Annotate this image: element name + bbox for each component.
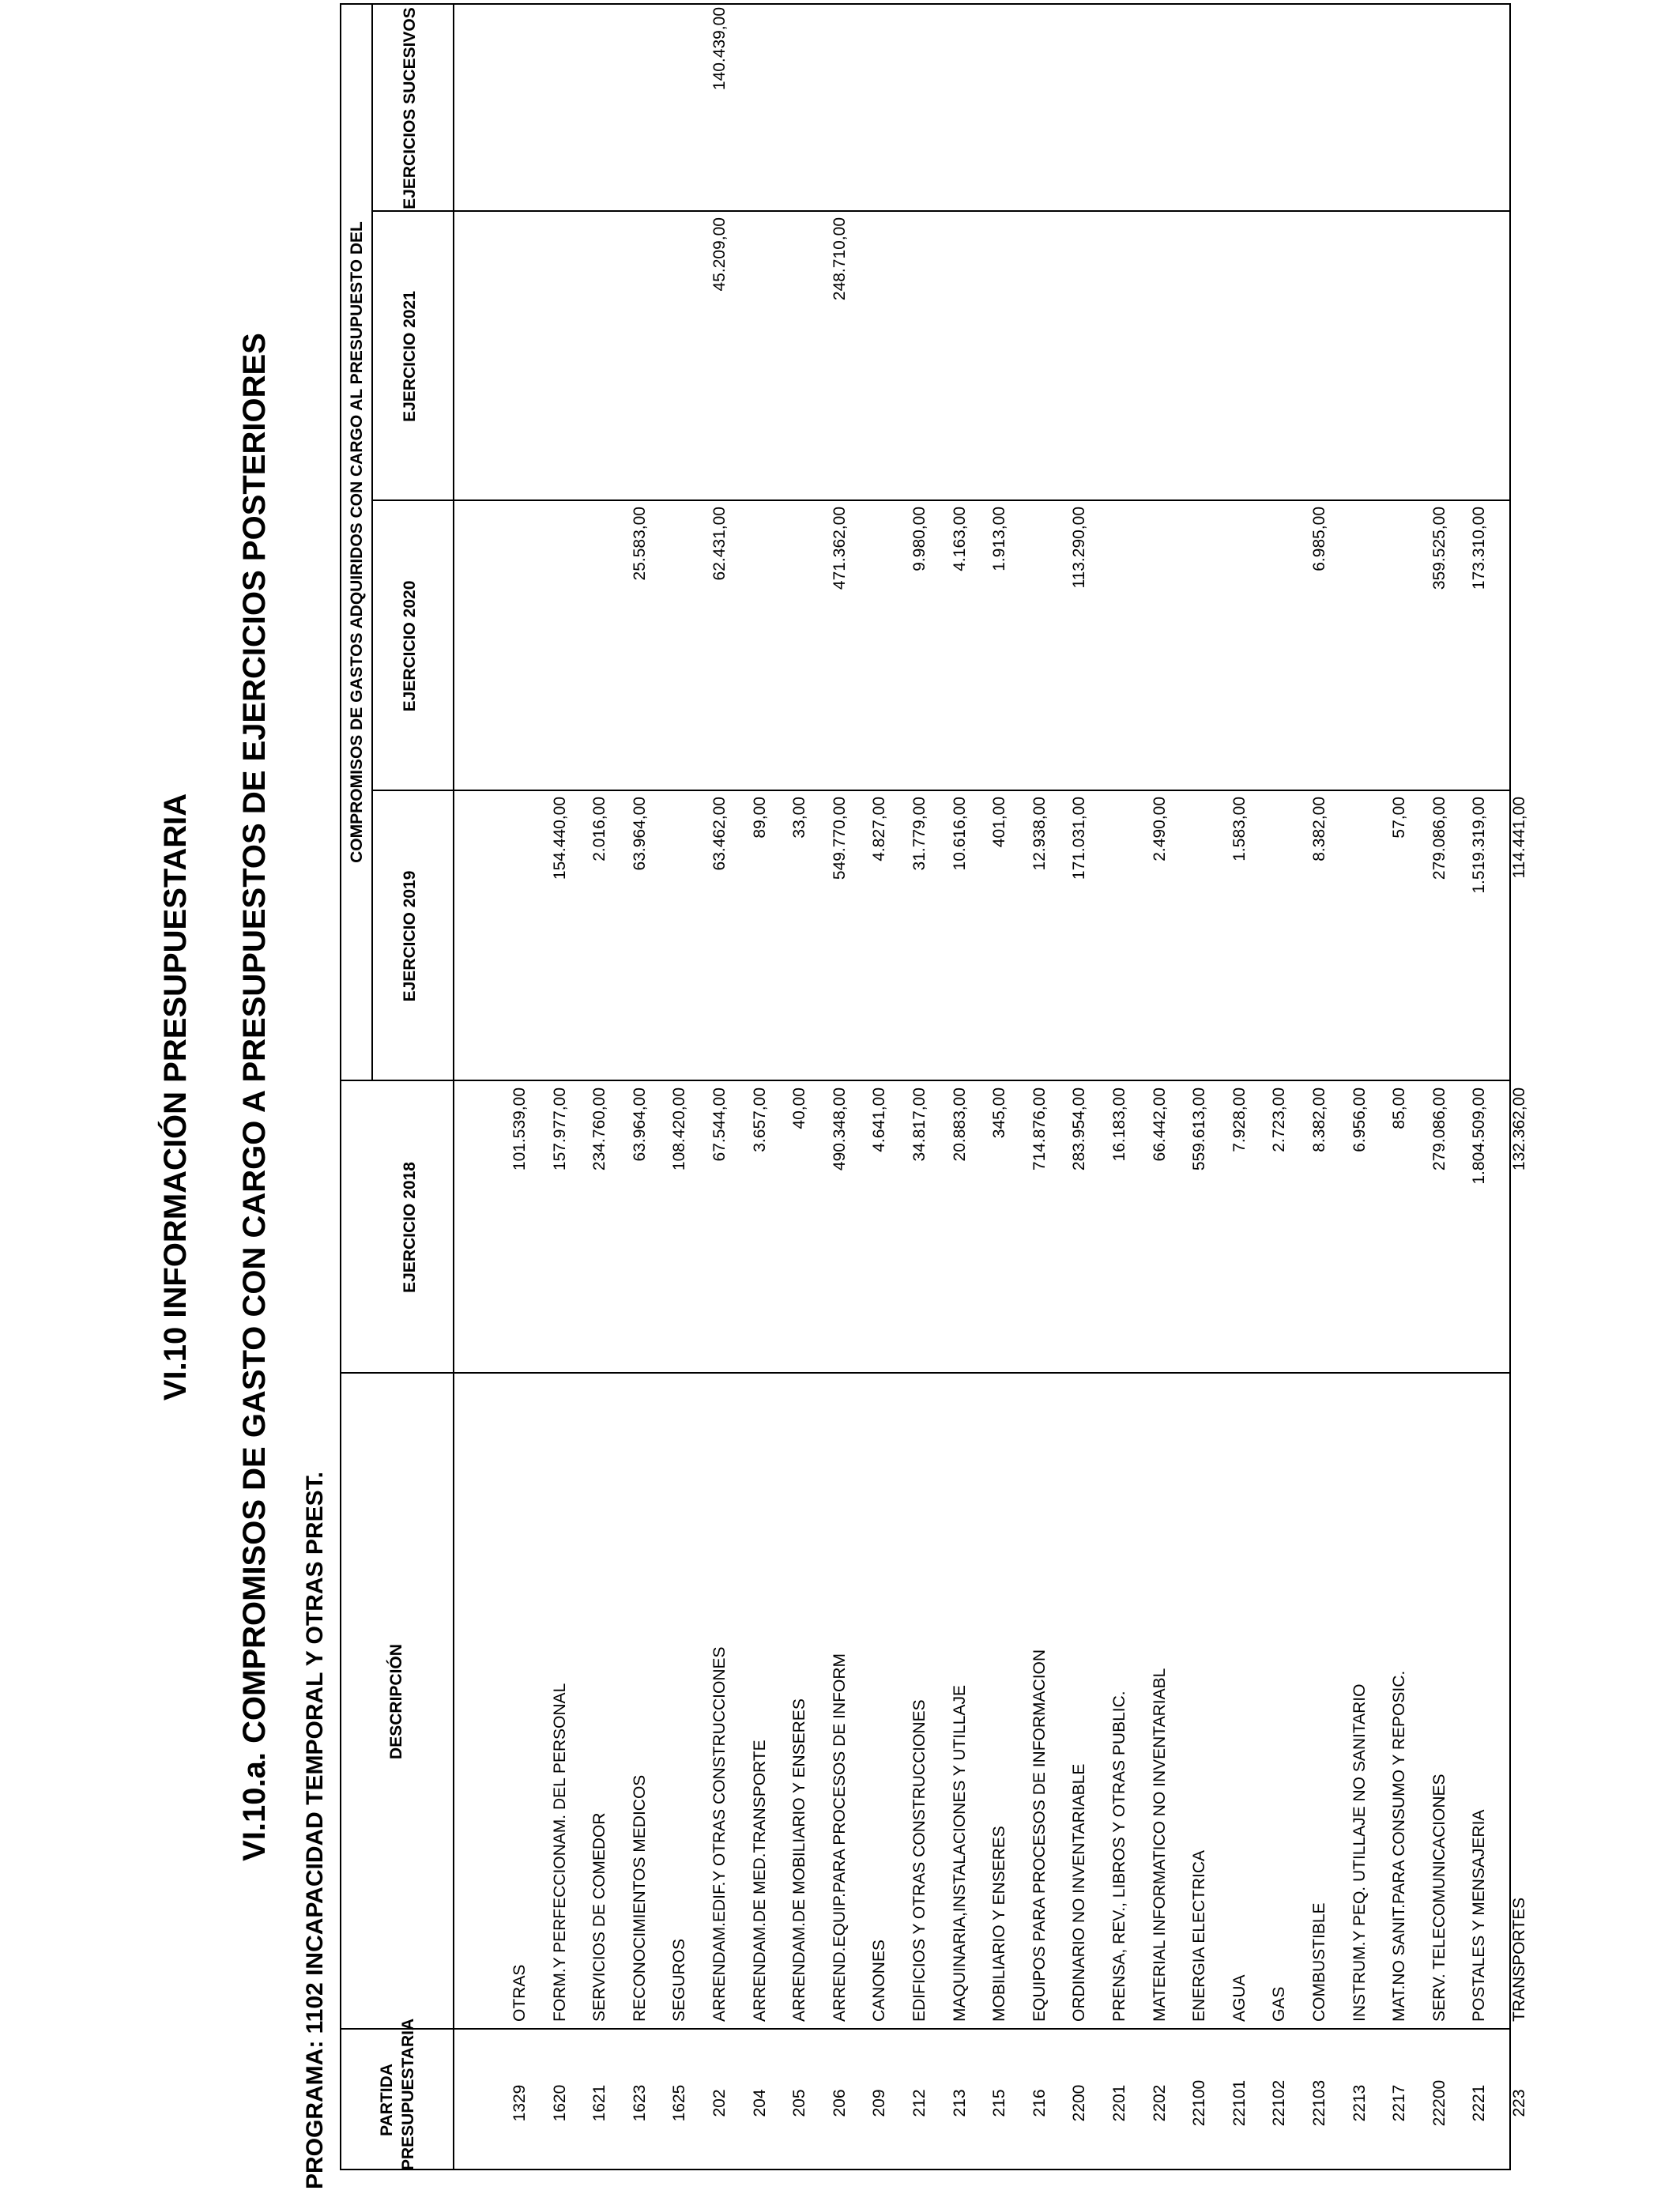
partida-code: 2217 xyxy=(1390,2084,1408,2122)
partida-code: 2202 xyxy=(1151,2084,1169,2122)
description: PRENSA, REV., LIBROS Y OTRAS PUBLIC. xyxy=(1110,1691,1128,2022)
col-divider-2020 xyxy=(371,499,1511,501)
description: POSTALES Y MENSAJERIA xyxy=(1470,1809,1488,2022)
amount-2020: 6.985,00 xyxy=(1310,507,1328,571)
partida-code: 204 xyxy=(751,2089,769,2117)
amount-2020: 113.290,00 xyxy=(1070,507,1088,589)
amount-2020: 471.362,00 xyxy=(831,507,849,590)
partida-code: 212 xyxy=(910,2089,929,2117)
description: FORM.Y PERFECCIONAM. DEL PERSONAL xyxy=(551,1683,569,2022)
amount-2019: 171.031,00 xyxy=(1070,797,1088,880)
header-ejercicio-2018: EJERCICIO 2018 xyxy=(401,1162,419,1293)
amount-2018: 20.883,00 xyxy=(951,1088,969,1162)
partida-code: 2201 xyxy=(1110,2084,1128,2122)
amount-2018: 40,00 xyxy=(790,1088,808,1129)
partida-code: 1625 xyxy=(670,2084,688,2122)
amount-2021: 45.209,00 xyxy=(710,217,729,292)
commitments-table xyxy=(340,0,1528,2170)
header-descripcion: DESCRIPCIÓN xyxy=(387,1644,405,1759)
amount-2018: 283.954,00 xyxy=(1070,1088,1088,1171)
header-group-compromisos: COMPROMISOS DE GASTOS ADQUIRIDOS CON CARGO AL PRESUPUESTO DEL xyxy=(348,221,366,863)
amount-2020: 9.980,00 xyxy=(910,507,929,571)
description: TRANSPORTES xyxy=(1510,1897,1528,2022)
amount-2018: 490.348,00 xyxy=(831,1088,849,1171)
description: SERV. TELECOMUNICACIONES xyxy=(1430,1774,1448,2022)
program-label: PROGRAMA: 1102 INCAPACIDAD TEMPORAL Y OTRAS PREST. xyxy=(302,1472,328,2189)
amount-2018: 7.928,00 xyxy=(1230,1088,1249,1152)
amount-2019: 1.519.319,00 xyxy=(1470,797,1488,894)
description: CANONES xyxy=(870,1940,888,2022)
amount-2018: 3.657,00 xyxy=(751,1088,769,1152)
amount-2019: 31.779,00 xyxy=(910,797,929,871)
description: ORDINARIO NO INVENTARIABLE xyxy=(1070,1763,1088,2022)
amount-2018: 132.362,00 xyxy=(1510,1088,1528,1171)
description: SEGUROS xyxy=(670,1938,688,2022)
page-title: VI.10 INFORMACIÓN PRESUPUESTARIA xyxy=(158,793,193,1401)
amount-2018: 4.641,00 xyxy=(870,1088,888,1152)
amount-2020: 25.583,00 xyxy=(631,507,649,581)
header-partida-line2: PRESUPUESTARIA xyxy=(399,2018,417,2170)
amount-2020: 4.163,00 xyxy=(951,507,969,571)
amount-2020: 1.913,00 xyxy=(990,507,1008,571)
description: RECONOCIMIENTOS MEDICOS xyxy=(631,1774,649,2022)
amount-2020: 62.431,00 xyxy=(710,507,729,581)
amount-2018: 67.544,00 xyxy=(710,1088,729,1162)
partida-code: 205 xyxy=(790,2089,808,2117)
partida-code: 216 xyxy=(1030,2089,1049,2117)
amount-2019: 154.440,00 xyxy=(551,797,569,880)
description: AGUA xyxy=(1230,1974,1249,2022)
amount-2018: 234.760,00 xyxy=(590,1088,608,1171)
amount-2018: 66.442,00 xyxy=(1151,1088,1169,1162)
amount-2019: 63.964,00 xyxy=(631,797,649,871)
partida-code: 1621 xyxy=(590,2084,608,2122)
amount-2021: 248.710,00 xyxy=(831,217,849,301)
partida-code: 209 xyxy=(870,2089,888,2117)
col-divider-2021 xyxy=(371,210,1511,212)
amount-2019: 401,00 xyxy=(990,797,1008,848)
col-divider-partida xyxy=(340,2028,1511,2030)
partida-code: 22103 xyxy=(1310,2079,1328,2127)
partida-code: 22102 xyxy=(1270,2079,1288,2127)
partida-code: 22100 xyxy=(1190,2079,1208,2127)
amount-2019: 89,00 xyxy=(751,797,769,839)
description: ARRENDAM.EDIF.Y OTRAS CONSTRUCCIONES xyxy=(710,1646,729,2022)
amount-2018: 34.817,00 xyxy=(910,1088,929,1162)
partida-code: 213 xyxy=(951,2089,969,2117)
header-ejercicios-sucesivos: EJERCICIOS SUCESIVOS xyxy=(401,7,419,209)
description: INSTRUM.Y PEQ. UTILLAJE NO SANITARIO xyxy=(1350,1683,1369,2022)
description: COMBUSTIBLE xyxy=(1310,1902,1328,2022)
col-divider-descripcion xyxy=(340,1372,1511,1374)
header-partida-line1: PARTIDA xyxy=(378,2064,396,2136)
amount-2019: 12.938,00 xyxy=(1030,797,1049,871)
amount-2018: 279.086,00 xyxy=(1430,1088,1448,1171)
description: ARRENDAM.DE MOBILIARIO Y ENSERES xyxy=(790,1698,808,2022)
group-header-divider xyxy=(371,3,373,1081)
partida-code: 1620 xyxy=(551,2084,569,2122)
partida-code: 22101 xyxy=(1230,2079,1249,2127)
partida-code: 206 xyxy=(831,2089,849,2117)
amount-2018: 714.876,00 xyxy=(1030,1088,1049,1171)
amount-2018: 8.382,00 xyxy=(1310,1088,1328,1152)
amount-2019: 4.827,00 xyxy=(870,797,888,861)
amount-2019: 2.016,00 xyxy=(590,797,608,861)
col-divider-2018 xyxy=(340,1080,1511,1081)
header-ejercicio-2020: EJERCICIO 2020 xyxy=(401,580,419,712)
amount-2019: 2.490,00 xyxy=(1151,797,1169,861)
amount-2019: 279.086,00 xyxy=(1430,797,1448,880)
description: MOBILIARIO Y ENSERES xyxy=(990,1826,1008,2022)
header-ejercicio-2019: EJERCICIO 2019 xyxy=(401,870,419,1002)
amount-2019: 1.583,00 xyxy=(1230,797,1249,861)
amount-2020: 173.310,00 xyxy=(1470,507,1488,590)
description: MAQUINARIA,INSTALACIONES Y UTILLAJE xyxy=(951,1685,969,2022)
description: ARREND.EQUIP.PARA PROCESOS DE INFORM xyxy=(831,1653,849,2022)
description: MAT.NO SANIT.PARA CONSUMO Y REPOSIC. xyxy=(1390,1670,1408,2022)
description: EDIFICIOS Y OTRAS CONSTRUCCIONES xyxy=(910,1699,929,2022)
table-right-border xyxy=(340,3,1511,5)
amount-2018: 559.613,00 xyxy=(1190,1088,1208,1171)
amount-2018: 101.539,00 xyxy=(510,1088,529,1171)
amount-2018: 1.804.509,00 xyxy=(1470,1088,1488,1185)
amount-sucesivos: 140.439,00 xyxy=(710,7,729,91)
partida-code: 1623 xyxy=(631,2084,649,2122)
table-top-border xyxy=(340,3,341,2170)
amount-2019: 114.441,00 xyxy=(1510,797,1528,879)
description: ENERGIA ELECTRICA xyxy=(1190,1849,1208,2022)
amount-2019: 8.382,00 xyxy=(1310,797,1328,861)
amount-2019: 57,00 xyxy=(1390,797,1408,839)
amount-2018: 108.420,00 xyxy=(670,1088,688,1171)
col-divider-2019 xyxy=(371,790,1511,791)
description: MATERIAL INFORMATICO NO INVENTARIABL xyxy=(1151,1668,1169,2022)
partida-code: 223 xyxy=(1510,2089,1528,2117)
amount-2018: 2.723,00 xyxy=(1270,1088,1288,1152)
header-bottom-border xyxy=(453,3,454,2170)
partida-code: 2213 xyxy=(1350,2084,1369,2122)
partida-code: 202 xyxy=(710,2089,729,2117)
description: SERVICIOS DE COMEDOR xyxy=(590,1812,608,2022)
partida-code: 2221 xyxy=(1470,2084,1488,2122)
amount-2018: 345,00 xyxy=(990,1088,1008,1139)
amount-2019: 10.616,00 xyxy=(951,797,969,871)
description: ARRENDAM.DE MED.TRANSPORTE xyxy=(751,1740,769,2022)
amount-2018: 63.964,00 xyxy=(631,1088,649,1162)
page-subtitle: VI.10.a. COMPROMISOS DE GASTO CON CARGO A PRESUPUESTOS DE EJERCICIOS POSTERIORES xyxy=(237,333,272,1861)
amount-2018: 157.977,00 xyxy=(551,1088,569,1171)
amount-2020: 359.525,00 xyxy=(1430,507,1448,590)
amount-2018: 6.956,00 xyxy=(1350,1088,1369,1152)
amount-2019: 33,00 xyxy=(790,797,808,839)
amount-2018: 16.183,00 xyxy=(1110,1088,1128,1162)
amount-2018: 85,00 xyxy=(1390,1088,1408,1129)
partida-code: 2200 xyxy=(1070,2084,1088,2122)
partida-code: 215 xyxy=(990,2089,1008,2117)
header-partida xyxy=(376,2018,419,2170)
amount-2019: 63.462,00 xyxy=(710,797,729,871)
description: GAS xyxy=(1270,1986,1288,2022)
partida-code: 1329 xyxy=(510,2084,529,2122)
description: OTRAS xyxy=(510,1964,529,2022)
description: EQUIPOS PARA PROCESOS DE INFORMACION xyxy=(1030,1649,1049,2022)
header-ejercicio-2021: EJERCICIO 2021 xyxy=(401,291,419,422)
amount-2019: 549.770,00 xyxy=(831,797,849,880)
partida-code: 22200 xyxy=(1430,2079,1448,2127)
